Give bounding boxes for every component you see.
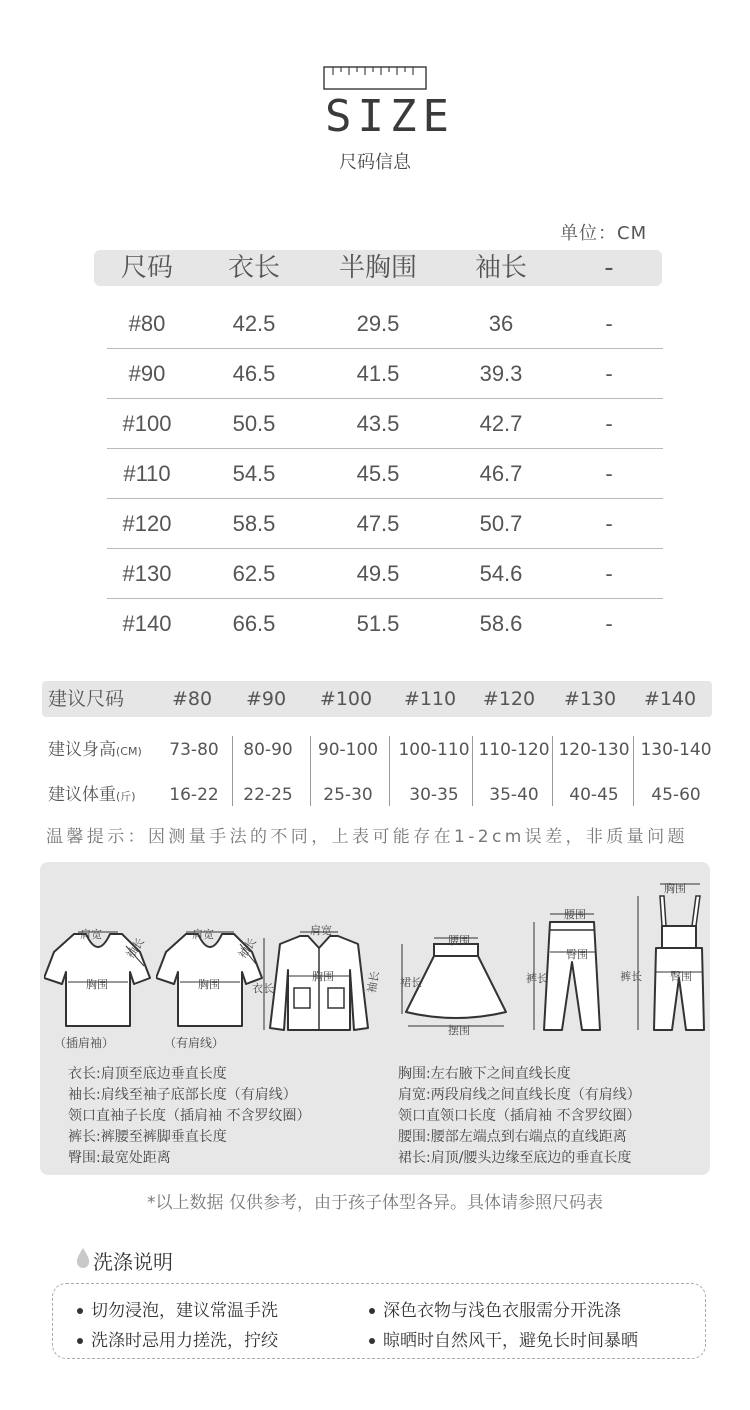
cell-length: 66.5: [232, 611, 276, 636]
pants-length: 裤长: [526, 972, 548, 985]
cell-sleeve: 50.7: [479, 511, 523, 536]
cell-size: #130: [122, 561, 172, 586]
height-value: 120-130: [558, 740, 630, 760]
definition-right: 领口直领口长度（插肩袖 不含罗纹圈）: [398, 1108, 641, 1124]
weight-value: 45-60: [651, 785, 701, 805]
size-table-header: [94, 250, 662, 286]
cell-blank: -: [605, 561, 613, 586]
recommend-size: #110: [403, 688, 457, 710]
cell-chest: 47.5: [356, 511, 400, 536]
cell-chest: 45.5: [356, 461, 400, 486]
wash-item: 切勿浸泡，建议常温手洗: [77, 1296, 278, 1321]
column-divider: [633, 736, 634, 806]
column-divider: [310, 736, 311, 806]
weight-value: 40-45: [569, 785, 619, 805]
cell-length: 62.5: [232, 561, 276, 586]
table-row: [107, 549, 663, 599]
weight-value: 22-25: [243, 785, 293, 805]
weight-value: 35-40: [489, 785, 539, 805]
column-divider: [232, 736, 233, 806]
reference-note: *以上数据 仅供参考，由于孩子体型各异。具体请参照尺码表: [147, 1193, 603, 1213]
tshirt1-shoulder: 肩宽: [80, 928, 102, 941]
wash-item: 深色衣物与浅色衣服需分开洗涤: [369, 1296, 621, 1321]
wash-title: 洗涤说明: [93, 1250, 173, 1274]
recommend-size: #140: [643, 688, 697, 710]
cell-sleeve: 42.7: [479, 411, 523, 436]
header-blank: -: [604, 253, 614, 283]
height-value: 110-120: [478, 740, 550, 760]
cell-length: 54.5: [232, 461, 276, 486]
overalls-diagram: [622, 882, 706, 1038]
recommend-size: #90: [245, 688, 287, 710]
definition-left: 臀围:最宽处距离: [68, 1150, 171, 1166]
cell-size: #100: [122, 411, 172, 436]
ruler-icon: [323, 66, 427, 90]
cell-blank: -: [605, 511, 613, 536]
jacket-shoulder: 肩宽: [310, 924, 332, 937]
cell-length: 42.5: [232, 311, 276, 336]
height-value: 73-80: [169, 740, 219, 760]
overalls-length: 裤长: [620, 970, 642, 983]
height-value: 100-110: [398, 740, 470, 760]
height-value: 130-140: [640, 740, 712, 760]
cell-length: 46.5: [232, 361, 276, 386]
cell-blank: -: [605, 611, 613, 636]
header-sleeve: 袖长: [474, 253, 528, 283]
header-chest: 半胸围: [338, 253, 418, 283]
tshirt1-sleeve: 袖长: [123, 935, 148, 962]
cell-sleeve: 39.3: [479, 361, 523, 386]
unit-label: 单位：CM: [560, 223, 648, 244]
cell-chest: 51.5: [356, 611, 400, 636]
definition-left: 袖长:肩线至袖子底部长度（有肩线）: [68, 1087, 297, 1103]
skirt-waist: 腰围: [448, 934, 470, 947]
page-subtitle: 尺码信息: [339, 152, 411, 173]
overalls-hip: 臀围: [670, 970, 692, 983]
wash-instructions-box: [52, 1283, 706, 1359]
cell-sleeve: 54.6: [479, 561, 523, 586]
cell-blank: -: [605, 311, 613, 336]
definition-left: 裤长:裤腰至裤脚垂直长度: [68, 1129, 227, 1145]
cell-size: #80: [128, 311, 166, 336]
pants-waist: 腰围: [564, 908, 586, 921]
bullet-icon: [369, 1338, 375, 1344]
recommend-size: #120: [482, 688, 536, 710]
cell-length: 58.5: [232, 511, 276, 536]
table-row: [107, 449, 663, 499]
column-divider: [472, 736, 473, 806]
cell-size: #110: [123, 461, 171, 486]
recommend-label: 建议尺码: [48, 688, 125, 710]
cell-size: #90: [128, 361, 166, 386]
water-drop-icon: [75, 1247, 91, 1269]
measurement-panel: [40, 862, 710, 1175]
table-row: [107, 499, 663, 549]
tip-text: 温馨提示：因测量手法的不同，上表可能存在1-2cm误差，非质量问题: [46, 827, 688, 847]
cell-sleeve: 58.6: [479, 611, 523, 636]
weight-label: 建议体重(斤): [48, 785, 136, 805]
height-label: 建议身高(CM): [48, 740, 142, 760]
bullet-icon: [77, 1338, 83, 1344]
bullet-icon: [77, 1308, 83, 1314]
weight-value: 25-30: [323, 785, 373, 805]
weight-value: 30-35: [409, 785, 459, 805]
cell-chest: 43.5: [356, 411, 400, 436]
cell-chest: 41.5: [356, 361, 400, 386]
table-row: [107, 299, 663, 349]
column-divider: [389, 736, 390, 806]
cell-blank: -: [605, 461, 613, 486]
definition-right: 裙长:肩顶/腰头边缘至底边的垂直长度: [398, 1150, 632, 1166]
tshirt2-sleeve: 袖长: [235, 935, 260, 962]
pants-hip: 臀围: [566, 948, 588, 961]
header-length: 衣长: [227, 253, 281, 283]
definition-left: 领口直袖子长度（插肩袖 不含罗纹圈）: [68, 1108, 311, 1124]
tshirt2-shoulder: 肩宽: [192, 928, 214, 941]
definition-right: 腰围:腰部左端点到右端点的直线距离: [398, 1129, 627, 1145]
weight-row: [42, 780, 712, 810]
table-row: [107, 599, 663, 649]
definition-right: 胸围:左右腋下之间直线长度: [398, 1066, 571, 1082]
cell-sleeve: 36: [488, 311, 514, 336]
column-divider: [552, 736, 553, 806]
table-row: [107, 349, 663, 399]
recommend-size: #100: [319, 688, 373, 710]
height-row: [42, 735, 712, 765]
cell-chest: 49.5: [356, 561, 400, 586]
wash-item: 洗涤时忌用力搓洗，拧绞: [77, 1326, 278, 1351]
cell-size: #120: [122, 511, 172, 536]
jacket-sleeve: 袖长: [365, 970, 382, 995]
overalls-chest: 胸围: [664, 882, 686, 895]
height-value: 90-100: [317, 740, 379, 760]
skirt-hem: 摆围: [448, 1024, 470, 1037]
header-size: 尺码: [120, 253, 174, 283]
wash-item: 晾晒时自然风干，避免长时间暴晒: [369, 1326, 638, 1351]
bullet-icon: [369, 1308, 375, 1314]
jacket-chest: 胸围: [312, 970, 334, 983]
definition-left: 衣长:肩顶至底边垂直长度: [68, 1066, 227, 1082]
tshirt1-caption: （插肩袖）: [54, 1036, 115, 1050]
height-value: 80-90: [243, 740, 293, 760]
cell-chest: 29.5: [356, 311, 400, 336]
weight-value: 16-22: [169, 785, 219, 805]
tshirt2-chest: 胸围: [198, 978, 220, 991]
cell-blank: -: [605, 411, 613, 436]
skirt-length: 裙长: [400, 976, 422, 989]
tshirt1-chest: 胸围: [86, 978, 108, 991]
jacket-length: 衣长: [252, 982, 274, 995]
recommend-size: #80: [171, 688, 213, 710]
table-row: [107, 399, 663, 449]
cell-length: 50.5: [232, 411, 276, 436]
cell-size: #140: [122, 611, 172, 636]
recommend-table-header: [42, 681, 712, 717]
recommend-size: #130: [563, 688, 617, 710]
page-title: SIZE: [325, 91, 455, 142]
cell-sleeve: 46.7: [479, 461, 523, 486]
tshirt2-caption: （有肩线）: [164, 1036, 225, 1050]
cell-blank: -: [605, 361, 613, 386]
definition-right: 肩宽:两段肩线之间直线长度（有肩线）: [398, 1087, 641, 1103]
